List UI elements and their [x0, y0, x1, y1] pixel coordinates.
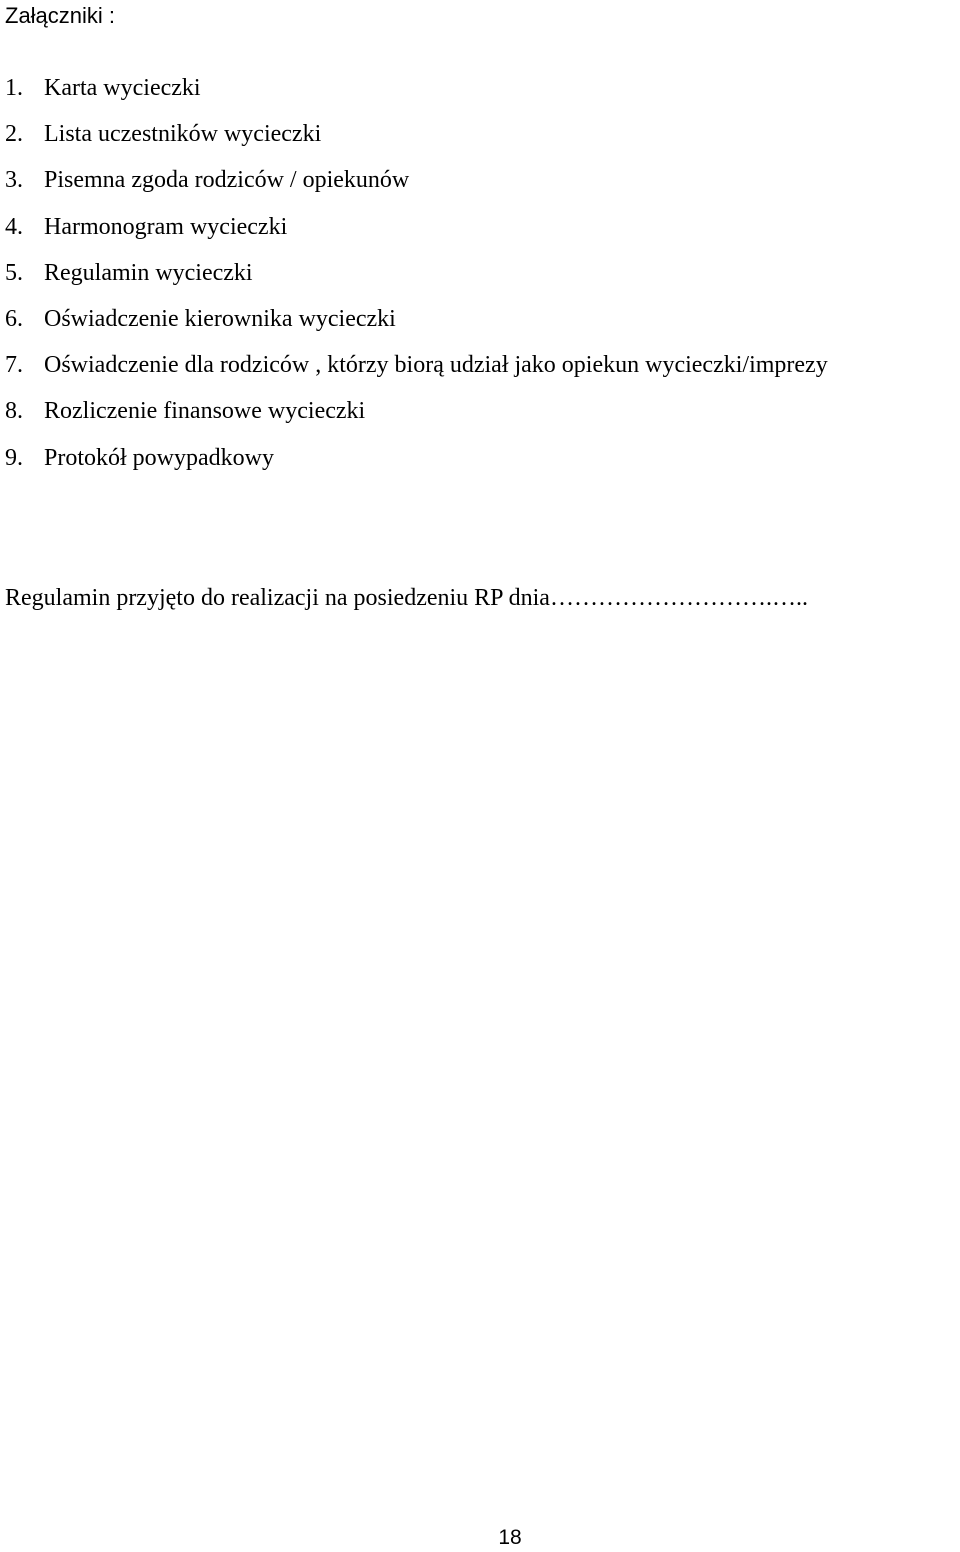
attachment-item-number: 2.: [5, 121, 23, 148]
attachment-item-label: Harmonogram wycieczki: [44, 213, 288, 240]
attachment-list: [5, 70, 828, 486]
attachment-item: [5, 209, 828, 255]
attachment-item-number: 5.: [5, 259, 23, 286]
attachment-item-label: Protokół powypadkowy: [44, 444, 274, 471]
attachment-item-label: Karta wycieczki: [44, 75, 201, 101]
attachment-item: [5, 440, 828, 486]
closing-note: Regulamin przyjęto do realizacji na posiedzeniu RP dnia……………………….…..: [5, 585, 808, 611]
attachment-item-label: Rozliczenie finansowe wycieczki: [44, 398, 366, 425]
attachment-item: [5, 70, 828, 116]
attachment-item: [5, 393, 828, 439]
attachment-item: [5, 347, 828, 393]
attachment-item-number: 1.: [5, 75, 23, 101]
attachment-item-label: Lista uczestników wycieczki: [44, 121, 322, 148]
attachment-item-number: 9.: [5, 444, 23, 471]
attachments-heading: Załączniki :: [5, 3, 116, 28]
attachment-item-label: Pisemna zgoda rodziców / opiekunów: [44, 167, 410, 194]
attachment-item: [5, 116, 828, 162]
attachment-item-number: 8.: [5, 398, 23, 425]
attachment-item-number: 4.: [5, 213, 23, 240]
attachment-item-label: Oświadczenie dla rodziców , którzy biorą udział jako opiekun wycieczki/imprezy: [44, 352, 828, 379]
page-number: 18: [498, 1526, 522, 1549]
attachment-item-number: 6.: [5, 305, 23, 332]
attachment-item-number: 3.: [5, 167, 23, 194]
attachment-item: [5, 301, 828, 347]
attachment-item-label: Oświadczenie kierownika wycieczki: [44, 305, 396, 332]
attachment-item: [5, 255, 828, 301]
attachment-item: [5, 162, 828, 208]
attachment-item-number: 7.: [5, 352, 23, 379]
attachment-item-label: Regulamin wycieczki: [44, 259, 253, 286]
